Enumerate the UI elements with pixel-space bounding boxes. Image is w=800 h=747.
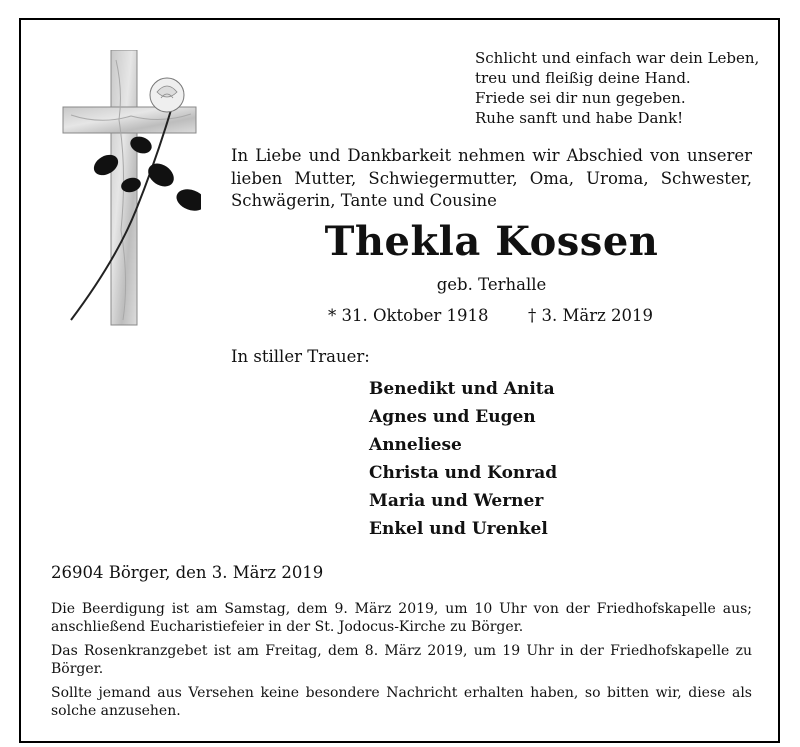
birth-name: geb. Terhalle bbox=[436, 275, 547, 294]
poem-line: Schlicht und einfach war dein Leben, bbox=[475, 49, 760, 67]
mourner: Agnes und Eugen bbox=[369, 407, 536, 427]
birth-date: * 31. Oktober 1918 bbox=[328, 306, 489, 325]
poem-line: Friede sei dir nun gegeben. bbox=[475, 89, 686, 107]
mourner: Anneliese bbox=[369, 435, 462, 455]
poem bbox=[475, 48, 759, 128]
mourner: Maria und Werner bbox=[369, 491, 544, 511]
death-date: † 3. März 2019 bbox=[528, 306, 654, 325]
poem-line: treu und fleißig deine Hand. bbox=[475, 69, 691, 87]
cross-with-rose-icon bbox=[61, 50, 201, 330]
general-notice: Sollte jemand aus Versehen keine besondere Nachricht erhalten haben, so bitten wir, diese als solche anzusehen. bbox=[51, 685, 752, 719]
rosary-notice: Das Rosenkranzgebet ist am Freitag, dem 8. März 2019, um 19 Uhr in der Friedhofskapelle zu Börger. bbox=[51, 643, 752, 677]
mourner: Enkel und Urenkel bbox=[369, 519, 548, 539]
mourning-label: In stiller Trauer: bbox=[231, 347, 370, 366]
poem-line: Ruhe sanft und habe Dank! bbox=[475, 109, 684, 127]
deceased-name: Thekla Kossen bbox=[324, 218, 659, 265]
mourner: Christa und Konrad bbox=[369, 463, 558, 483]
mourner: Benedikt und Anita bbox=[369, 379, 555, 399]
notices bbox=[51, 600, 752, 726]
intro-text: In Liebe und Dankbarkeit nehmen wir Abschied von unserer lieben Mutter, Schwiegermutter, Oma, Uroma, Schwester, Schwägerin, Tante und Cousine bbox=[231, 146, 752, 210]
mourners-list bbox=[369, 375, 557, 543]
place-date: 26904 Börger, den 3. März 2019 bbox=[51, 563, 324, 582]
obituary-notice bbox=[19, 18, 780, 743]
funeral-notice: Die Beerdigung ist am Samstag, dem 9. März 2019, um 10 Uhr von der Friedhofskapelle aus; anschließend Eucharistiefeier in der St. Jodocus-Kirche zu Börger. bbox=[51, 601, 752, 635]
